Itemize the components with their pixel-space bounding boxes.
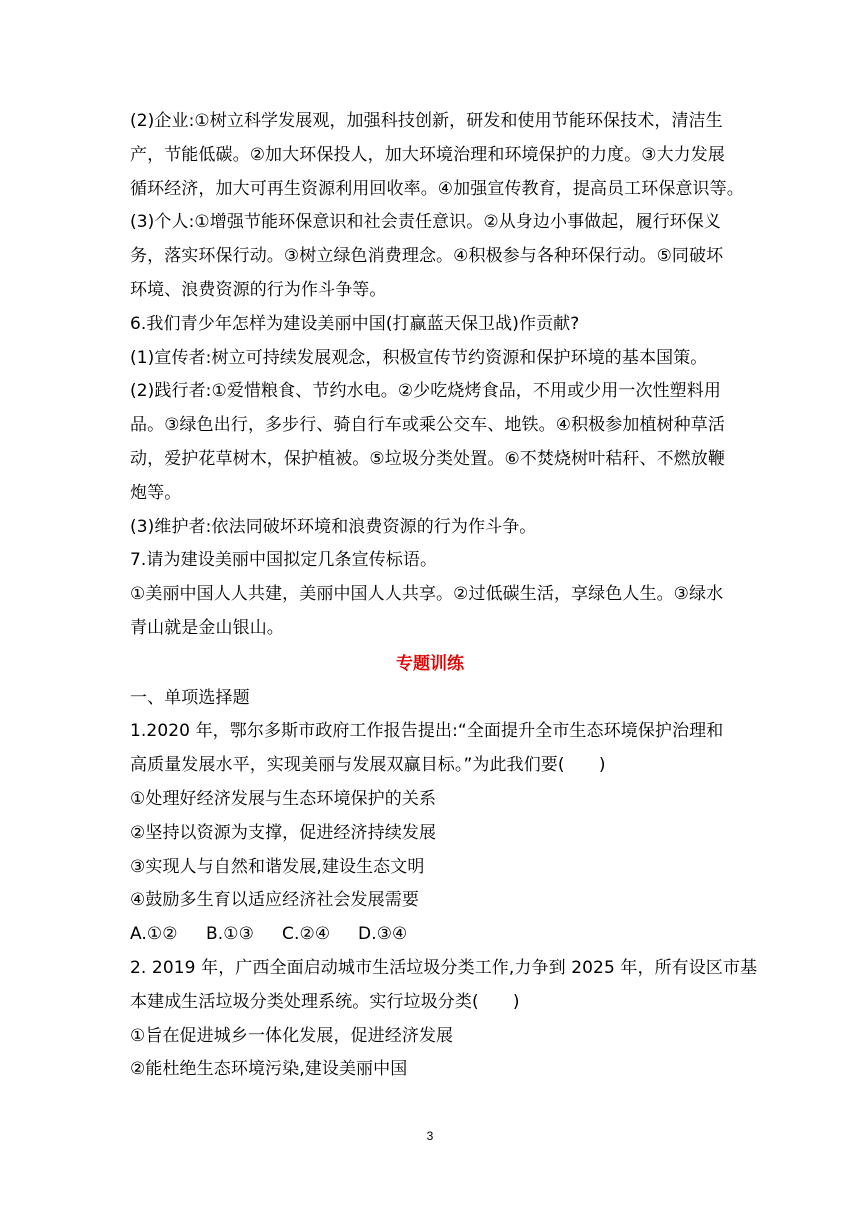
text-line: 青山就是金山银山。: [130, 617, 284, 638]
statement-2: ②坚持以资源为支撑，促进经济持续发展: [130, 822, 437, 843]
question-2: 2. 2019 年，广西全面启动城市生活垃圾分类工作,力争到 2025 年，所有设区市基: [130, 957, 758, 978]
statement-1: ①旨在促进城乡一体化发展，促进经济发展: [130, 1025, 454, 1046]
question-6: 6.我们青少年怎样为建设美丽中国(打赢蓝天保卫战)作贡献?: [130, 313, 580, 334]
question-1: 1.2020 年，鄂尔多斯市政府工作报告提出:“全面提升全市生态环境保护治理和: [130, 721, 724, 742]
text-line: (2)践行者:①爱惜粮食、节约水电。②少吃烧烤食品，不用或少用一次性塑料用: [130, 381, 721, 402]
document-body: [130, 105, 758, 1087]
text-line: 本建成生活垃圾分类处理系统。实行垃圾分类( ): [130, 991, 520, 1012]
question-7: 7.请为建设美丽中国拟定几条宣传标语。: [130, 550, 438, 571]
text-line: 动，爱护花草树木，保护植被。⑤垃圾分类处置。⑥不焚烧树叶秸秆、不燃放鞭: [130, 448, 725, 469]
section-subtitle: 一、单项选择题: [130, 687, 250, 708]
text-line: 高质量发展水平，实现美丽与发展双赢目标。”为此我们要( ): [130, 755, 606, 776]
statement-2: ②能杜绝生态环境污染,建设美丽中国: [130, 1059, 408, 1080]
text-line: 环境、浪费资源的行为作斗争等。: [130, 279, 387, 300]
statement-1: ①处理好经济发展与生态环境保护的关系: [130, 788, 437, 809]
section-heading: 专题训练: [396, 653, 464, 674]
text-line: 循环经济，加大可再生资源利用回收率。④加强宣传教育，提高员工环保意识等。: [130, 178, 744, 199]
option-b[interactable]: B.①③: [206, 924, 254, 945]
text-line: 产，节能低碳。②加大环保投人，加大环境治理和环境保护的力度。③大力发展: [130, 144, 725, 165]
text-line: 炮等。: [130, 482, 182, 503]
option-c[interactable]: C.②④: [282, 924, 331, 945]
text-line: 品。③绿色出行，多步行、骑自行车或乘公交车、地铁。④积极参加植树种草活: [130, 415, 725, 436]
text-line: (1)宣传者:树立可持续发展观念，积极宣传节约资源和保护环境的基本国策。: [130, 347, 708, 368]
page-number: 3: [426, 1129, 434, 1143]
option-a[interactable]: A.①②: [130, 924, 178, 945]
option-d[interactable]: D.③④: [358, 924, 408, 945]
text-line: (3)个人:①增强节能环保意识和社会责任意识。②从身边小事做起，履行环保义: [130, 212, 721, 233]
text-line: 务，落实环保行动。③树立绿色消费理念。④积极参与各种环保行动。⑤同破坏: [130, 246, 724, 267]
statement-3: ③实现人与自然和谐发展,建设生态文明: [130, 856, 425, 877]
text-line: (3)维护者:依法同破坏环境和浪费资源的行为作斗争。: [130, 516, 537, 537]
answer-options: [130, 918, 730, 952]
statement-4: ④鼓励多生育以适应经济社会发展需要: [130, 890, 419, 911]
text-line: (2)企业:①树立科学发展观，加强科技创新，研发和使用节能环保技术，清洁生: [130, 111, 723, 131]
text-line: ①美丽中国人人共建，美丽中国人人共享。②过低碳生活，享绿色人生。③绿水: [130, 584, 724, 605]
